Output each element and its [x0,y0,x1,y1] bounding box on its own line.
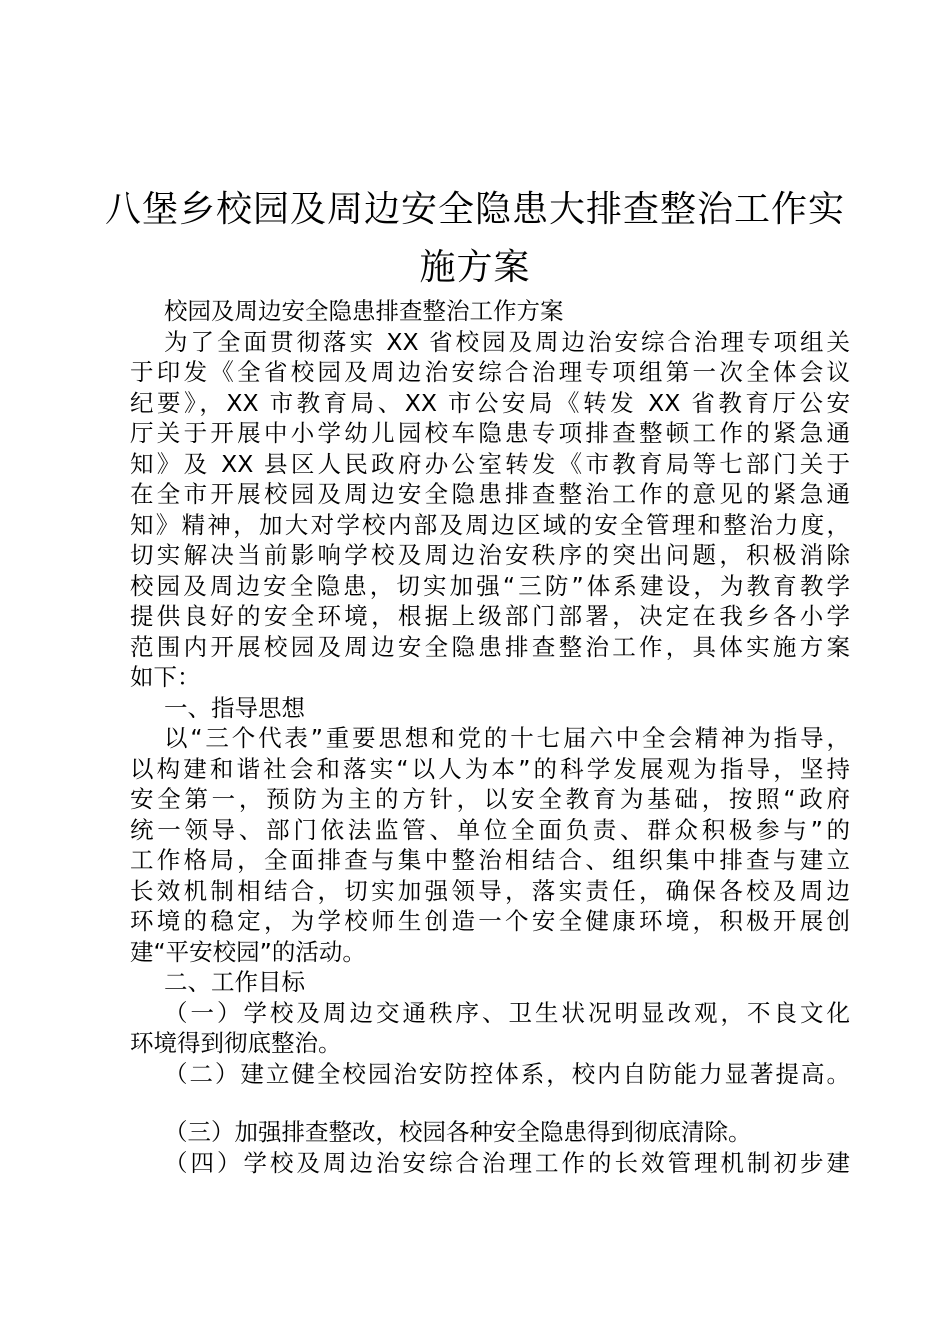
section-heading: 一、指导思想 [164,693,305,722]
list-item-line: （一）学校及周边交通秩序、卫生状况明显改观，不良文化 [164,998,850,1027]
paragraph-line: 工作格局，全面排查与集中整治相结合、组织集中排查与建立 [130,846,850,874]
paragraph-line: 如下： [130,663,201,691]
paragraph-line: 以“三个代表”重要思想和党的十七届六中全会精神为指导， [164,724,850,752]
paragraph-line: 范围内开展校园及周边安全隐患排查整治工作，具体实施方案 [130,632,850,661]
paragraph-line: 以构建和谐社会和落实“以人为本”的科学发展观为指导，坚持 [130,754,850,783]
list-item-line: （三）加强排查整改，校园各种安全隐患得到彻底清除。 [164,1118,752,1146]
paragraph-line: 长效机制相结合，切实加强领导，落实责任，确保各校及周边 [130,876,850,905]
list-item-line: （二）建立健全校园治安防控体系，校内自防能力显著提高。 [164,1059,850,1088]
paragraph-line: 在全市开展校园及周边安全隐患排查整治工作的意见的紧急通 [130,480,850,508]
paragraph-line: 安全第一，预防为主的方针，以安全教育为基础，按照“政府 [130,785,850,813]
list-item-line: 环境得到彻底整治。 [130,1029,342,1057]
paragraph-line: 纪要》，XX 市教育局、XX 市公安局《转发 XX 省教育厅公安 [130,388,850,417]
paragraph-line: 切实解决当前影响学校及周边治安秩序的突出问题，积极消除 [130,541,850,569]
paragraph-line: 建“平安校园”的活动。 [130,937,366,966]
paragraph-line: 知》及 XX 县区人民政府办公室转发《市教育局等七部门关于 [130,449,850,478]
paragraph-line: 厅关于开展中小学幼儿园校车隐患专项排查整顿工作的紧急通 [130,419,850,447]
section-heading: 二、工作目标 [164,968,305,996]
document-title-line-2: 施方案 [419,247,531,288]
paragraph-line: 提供良好的安全环境，根据上级部门部署，决定在我乡各小学 [130,602,850,630]
list-item-line: （四）学校及周边治安综合治理工作的长效管理机制初步建 [164,1148,850,1177]
paragraph-line: 统一领导、部门依法监管、单位全面负责、群众积极参与”的 [130,815,850,844]
paragraph-line: 知》精神，加大对学校内部及周边区域的安全管理和整治力度， [130,510,850,539]
document-body [130,296,850,1178]
paragraph-line: 于印发《全省校园及周边治安综合治理专项组第一次全体会议 [130,358,850,386]
paragraph-line: 校园及周边安全隐患，切实加强“三防”体系建设，为教育教学 [130,571,850,600]
document-title-line-1: 八堡乡校园及周边安全隐患大排查整治工作实 [104,189,845,230]
subtitle-line: 校园及周边安全隐患排查整治工作方案 [164,297,564,325]
paragraph-line: 为了全面贯彻落实 XX 省校园及周边治安综合治理专项组关 [164,327,850,356]
paragraph-line: 环境的稳定，为学校师生创造一个安全健康环境，积极开展创 [130,907,850,935]
